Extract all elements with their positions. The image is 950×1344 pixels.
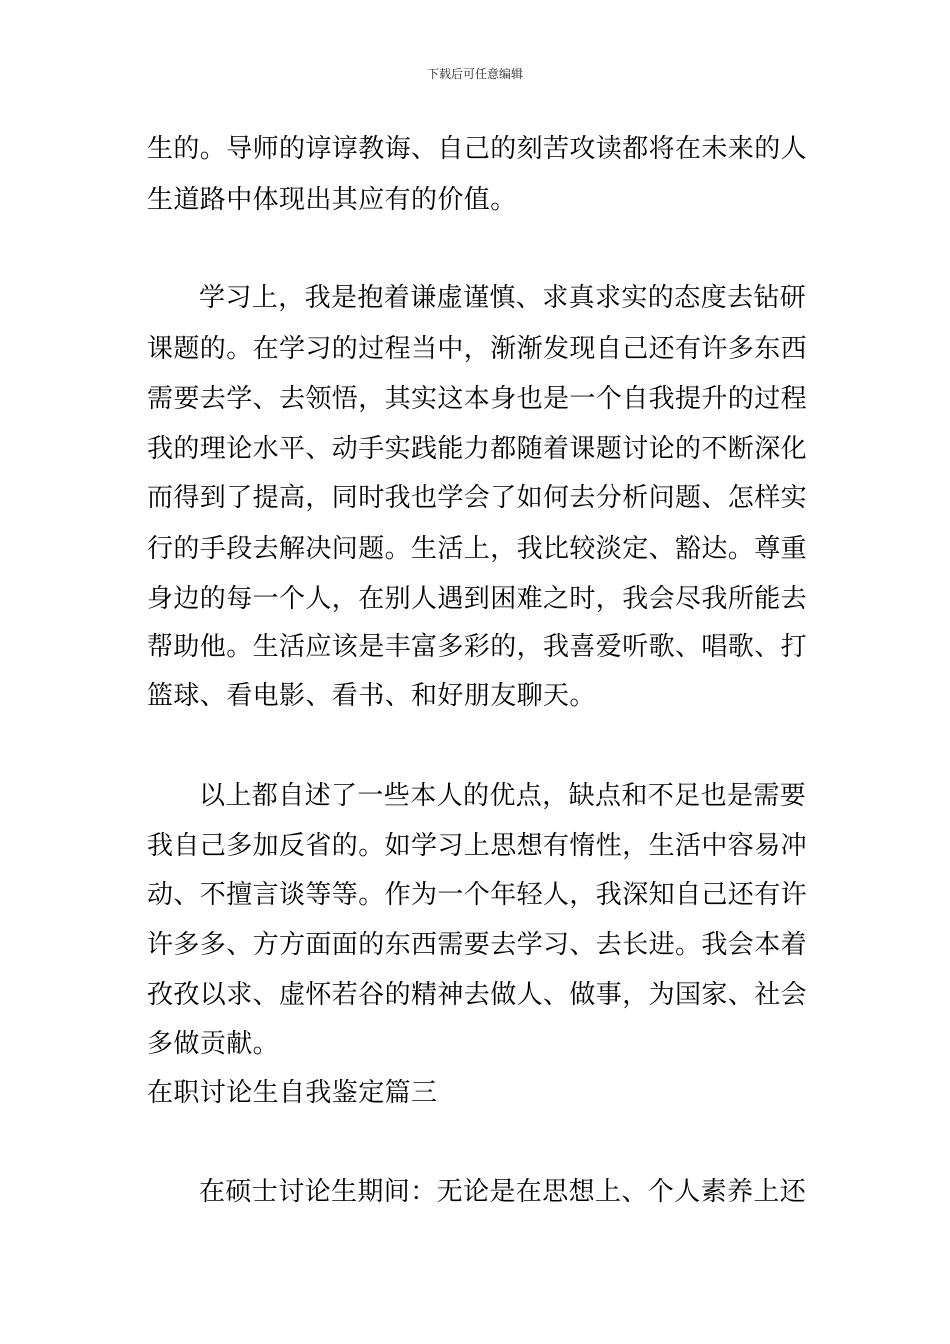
paragraph-first-line: 在硕士讨论生期间：无论是在思想上、个人素养上还 xyxy=(199,1177,807,1207)
text-line: 身边的每一个人，在别人遇到困难之时，我会尽我所能去 xyxy=(147,584,808,614)
text-line: 帮助他。生活应该是丰富多彩的，我喜爱听歌、唱歌、打 xyxy=(147,632,808,662)
text-line: 生的。导师的谆谆教诲、自己的刻苦攻读都将在未来的人 xyxy=(147,134,808,164)
text-line: 动、不擅言谈等等。作为一个年轻人，我深知自己还有许 xyxy=(147,880,808,910)
text-line: 许多多、方方面面的东西需要去学习、去长进。我会本着 xyxy=(147,930,808,960)
text-line: 行的手段去解决问题。生活上，我比较淡定、豁达。尊重 xyxy=(147,534,808,564)
text-line: 篮球、看电影、看书、和好朋友聊天。 xyxy=(147,681,596,711)
text-line: 课题的。在学习的过程当中，渐渐发现自己还有许多东西 xyxy=(147,334,808,364)
text-line: 生道路中体现出其应有的价值。 xyxy=(147,185,517,215)
text-line: 我自己多加反省的。如学习上思想有惰性，生活中容易冲 xyxy=(147,831,808,861)
text-line: 多做贡献。 xyxy=(147,1029,280,1059)
section-heading: 在职讨论生自我鉴定篇三 xyxy=(147,1078,438,1108)
text-line: 需要去学、去领悟，其实这本身也是一个自我提升的过程 xyxy=(147,384,808,414)
text-line: 我的理论水平、动手实践能力都随着课题讨论的不断深化 xyxy=(147,434,808,464)
paragraph-first-line: 学习上，我是抱着谦虚谨慎、求真求实的态度去钻研 xyxy=(199,283,807,313)
page-header: 下载后可任意编辑 xyxy=(426,67,523,81)
text-line: 孜孜以求、虚怀若谷的精神去做人、做事，为国家、社会 xyxy=(147,980,808,1010)
paragraph-first-line: 以上都自述了一些本人的优点，缺点和不足也是需要 xyxy=(199,781,807,811)
text-line: 而得到了提高，同时我也学会了如何去分析问题、怎样实 xyxy=(147,483,808,513)
